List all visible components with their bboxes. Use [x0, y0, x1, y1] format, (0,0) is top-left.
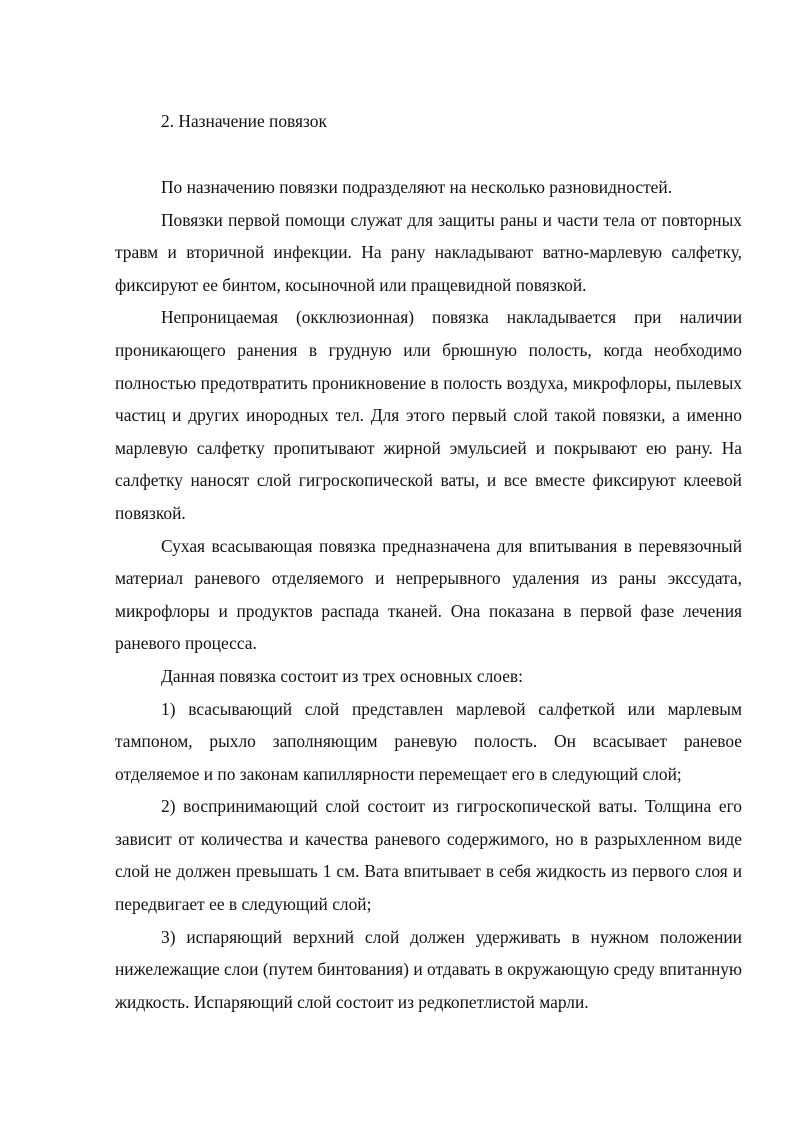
paragraph-intro: По назначению повязки подразделяют на несколько разновидностей. [161, 177, 673, 197]
list-item-layer-3: 3) испаряющий верхний слой должен удерживать в нужном положении нижележащие слои (путем бинтования) и отдавать в окружающую среду впитанную жидкость. Испаряющий слой состоит из редкопетлистой марли. [115, 926, 742, 1012]
list-item-layer-1: 1) всасывающий слой представлен марлевой салфеткой или марлевым тампоном, рыхло заполняющим раневую полость. Он всасывает раневое отделяемое и по законам капиллярности перемещает его в следующий слой; [115, 698, 742, 784]
paragraph-layers-intro: Данная повязка состоит из трех основных слоев: [161, 665, 523, 686]
paragraph-occlusive: Непроницаемая (окклюзионная) повязка накладывается при наличии проникающего ранения в грудную или брюшную полость, когда необходимо полностью предотвратить проникновение в полость воздуха, микрофлоры, пылевых частиц и других инородных тел. Для этого первый слой такой повязки, а именно марлевую салфетку пропитывают жирной эмульсией и покрывают ею рану. На салфетку наносят слой гигроскопической ваты, и все вместе фиксируют клеевой повязкой. [115, 307, 742, 523]
paragraph-first-aid: Повязки первой помощи служат для защиты раны и части тела от повторных травм и вторичной инфекции. На рану накладывают ватно-марлевую салфетку, фиксируют ее бинтом, косыночной или пращевидной повязкой. [115, 209, 742, 295]
section-heading: 2. Назначение повязок [161, 111, 327, 131]
list-item-layer-2: 2) воспринимающий слой состоит из гигроскопической ваты. Толщина его зависит от количества и качества раневого содержимого, но в разрыхленном виде слой не должен превышать 1 см. Вата впитывает в себя жидкость из первого слоя и передвигает ее в следующий слой; [115, 796, 742, 915]
document-body [115, 107, 742, 1018]
paragraph-dry-absorbent: Сухая всасывающая повязка предназначена для впитывания в перевязочный материал раневого отделяемого и непрерывного удаления из раны экссудата, микрофлоры и продуктов распада тканей. Она показана в первой фазе лечения раневого процесса. [115, 535, 742, 654]
heading-spacer [115, 135, 742, 171]
